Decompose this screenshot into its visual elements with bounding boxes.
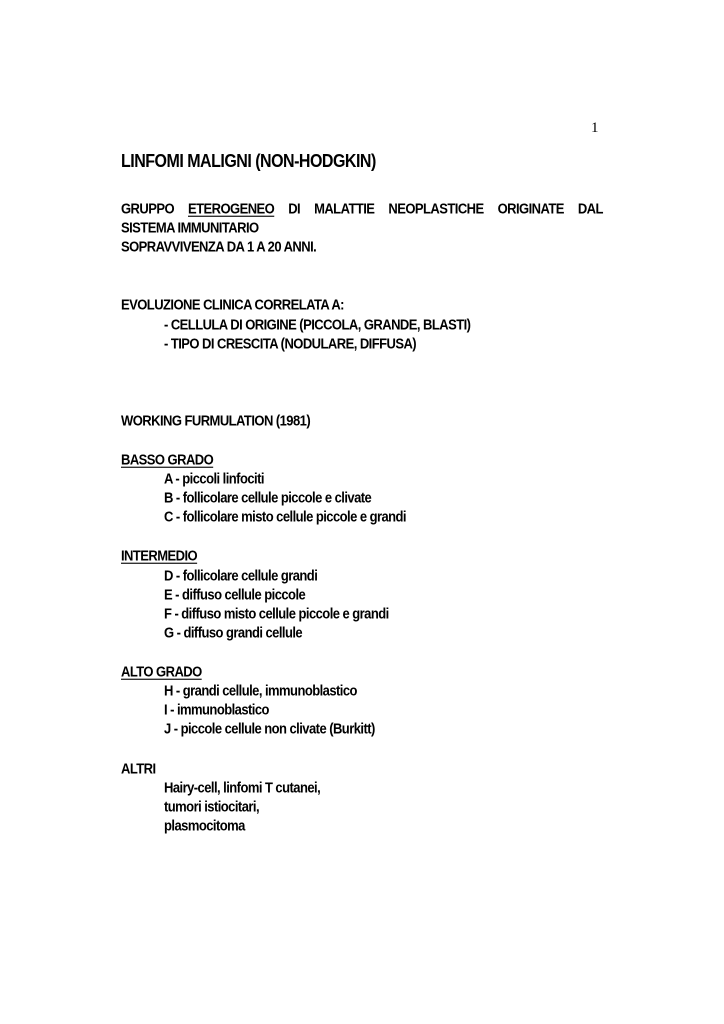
intermedio-item: E - diffuso cellule piccole <box>164 586 306 603</box>
intro-word-underlined: ETEROGENEO <box>188 200 275 217</box>
altri-item: plasmocitoma <box>164 817 245 834</box>
intro-line-3: SOPRAVVIVENZA DA 1 A 20 ANNI. <box>121 238 317 255</box>
working-formulation-heading: WORKING FURMULATION (1981) <box>121 412 311 429</box>
basso-grado-heading: BASSO GRADO <box>121 451 214 468</box>
intro-line-2: SISTEMA IMMUNITARIO <box>121 219 259 236</box>
evoluzione-item: - TIPO DI CRESCITA (NODULARE, DIFFUSA) <box>164 335 417 352</box>
intro-line-1 <box>121 200 603 218</box>
basso-grado-item: B - follicolare cellule piccole e clivate <box>164 489 372 506</box>
intro-word: ORIGINATE <box>497 200 564 217</box>
intro-word: GRUPPO <box>121 200 175 217</box>
intermedio-item: D - follicolare cellule grandi <box>164 567 318 584</box>
document-title: LINFOMI MALIGNI (NON-HODGKIN) <box>121 151 376 172</box>
altri-item: tumori istiocitari, <box>164 798 260 815</box>
intermedio-heading: INTERMEDIO <box>121 547 198 564</box>
evoluzione-item: - CELLULA DI ORIGINE (PICCOLA, GRANDE, BLASTI) <box>164 316 471 333</box>
intro-word: MALATTIE <box>314 200 375 217</box>
intro-word: DAL <box>577 200 603 217</box>
intro-word: NEOPLASTICHE <box>388 200 484 217</box>
altri-item: Hairy-cell, linfomi T cutanei, <box>164 779 321 796</box>
intermedio-item: F - diffuso misto cellule piccole e grandi <box>164 605 389 622</box>
intro-word: DI <box>288 200 301 217</box>
alto-grado-item: J - piccole cellule non clivate (Burkitt) <box>164 720 375 737</box>
alto-grado-heading: ALTO GRADO <box>121 663 202 680</box>
page-number: 1 <box>591 120 599 136</box>
basso-grado-item: C - follicolare misto cellule piccole e grandi <box>164 508 406 525</box>
basso-grado-item: A - piccoli linfociti <box>164 470 264 487</box>
alto-grado-item: I - immunoblastico <box>164 701 269 718</box>
altri-heading: ALTRI <box>121 760 156 777</box>
evoluzione-heading: EVOLUZIONE CLINICA CORRELATA A: <box>121 296 344 313</box>
intermedio-item: G - diffuso grandi cellule <box>164 624 303 641</box>
alto-grado-item: H - grandi cellule, immunoblastico <box>164 682 357 699</box>
